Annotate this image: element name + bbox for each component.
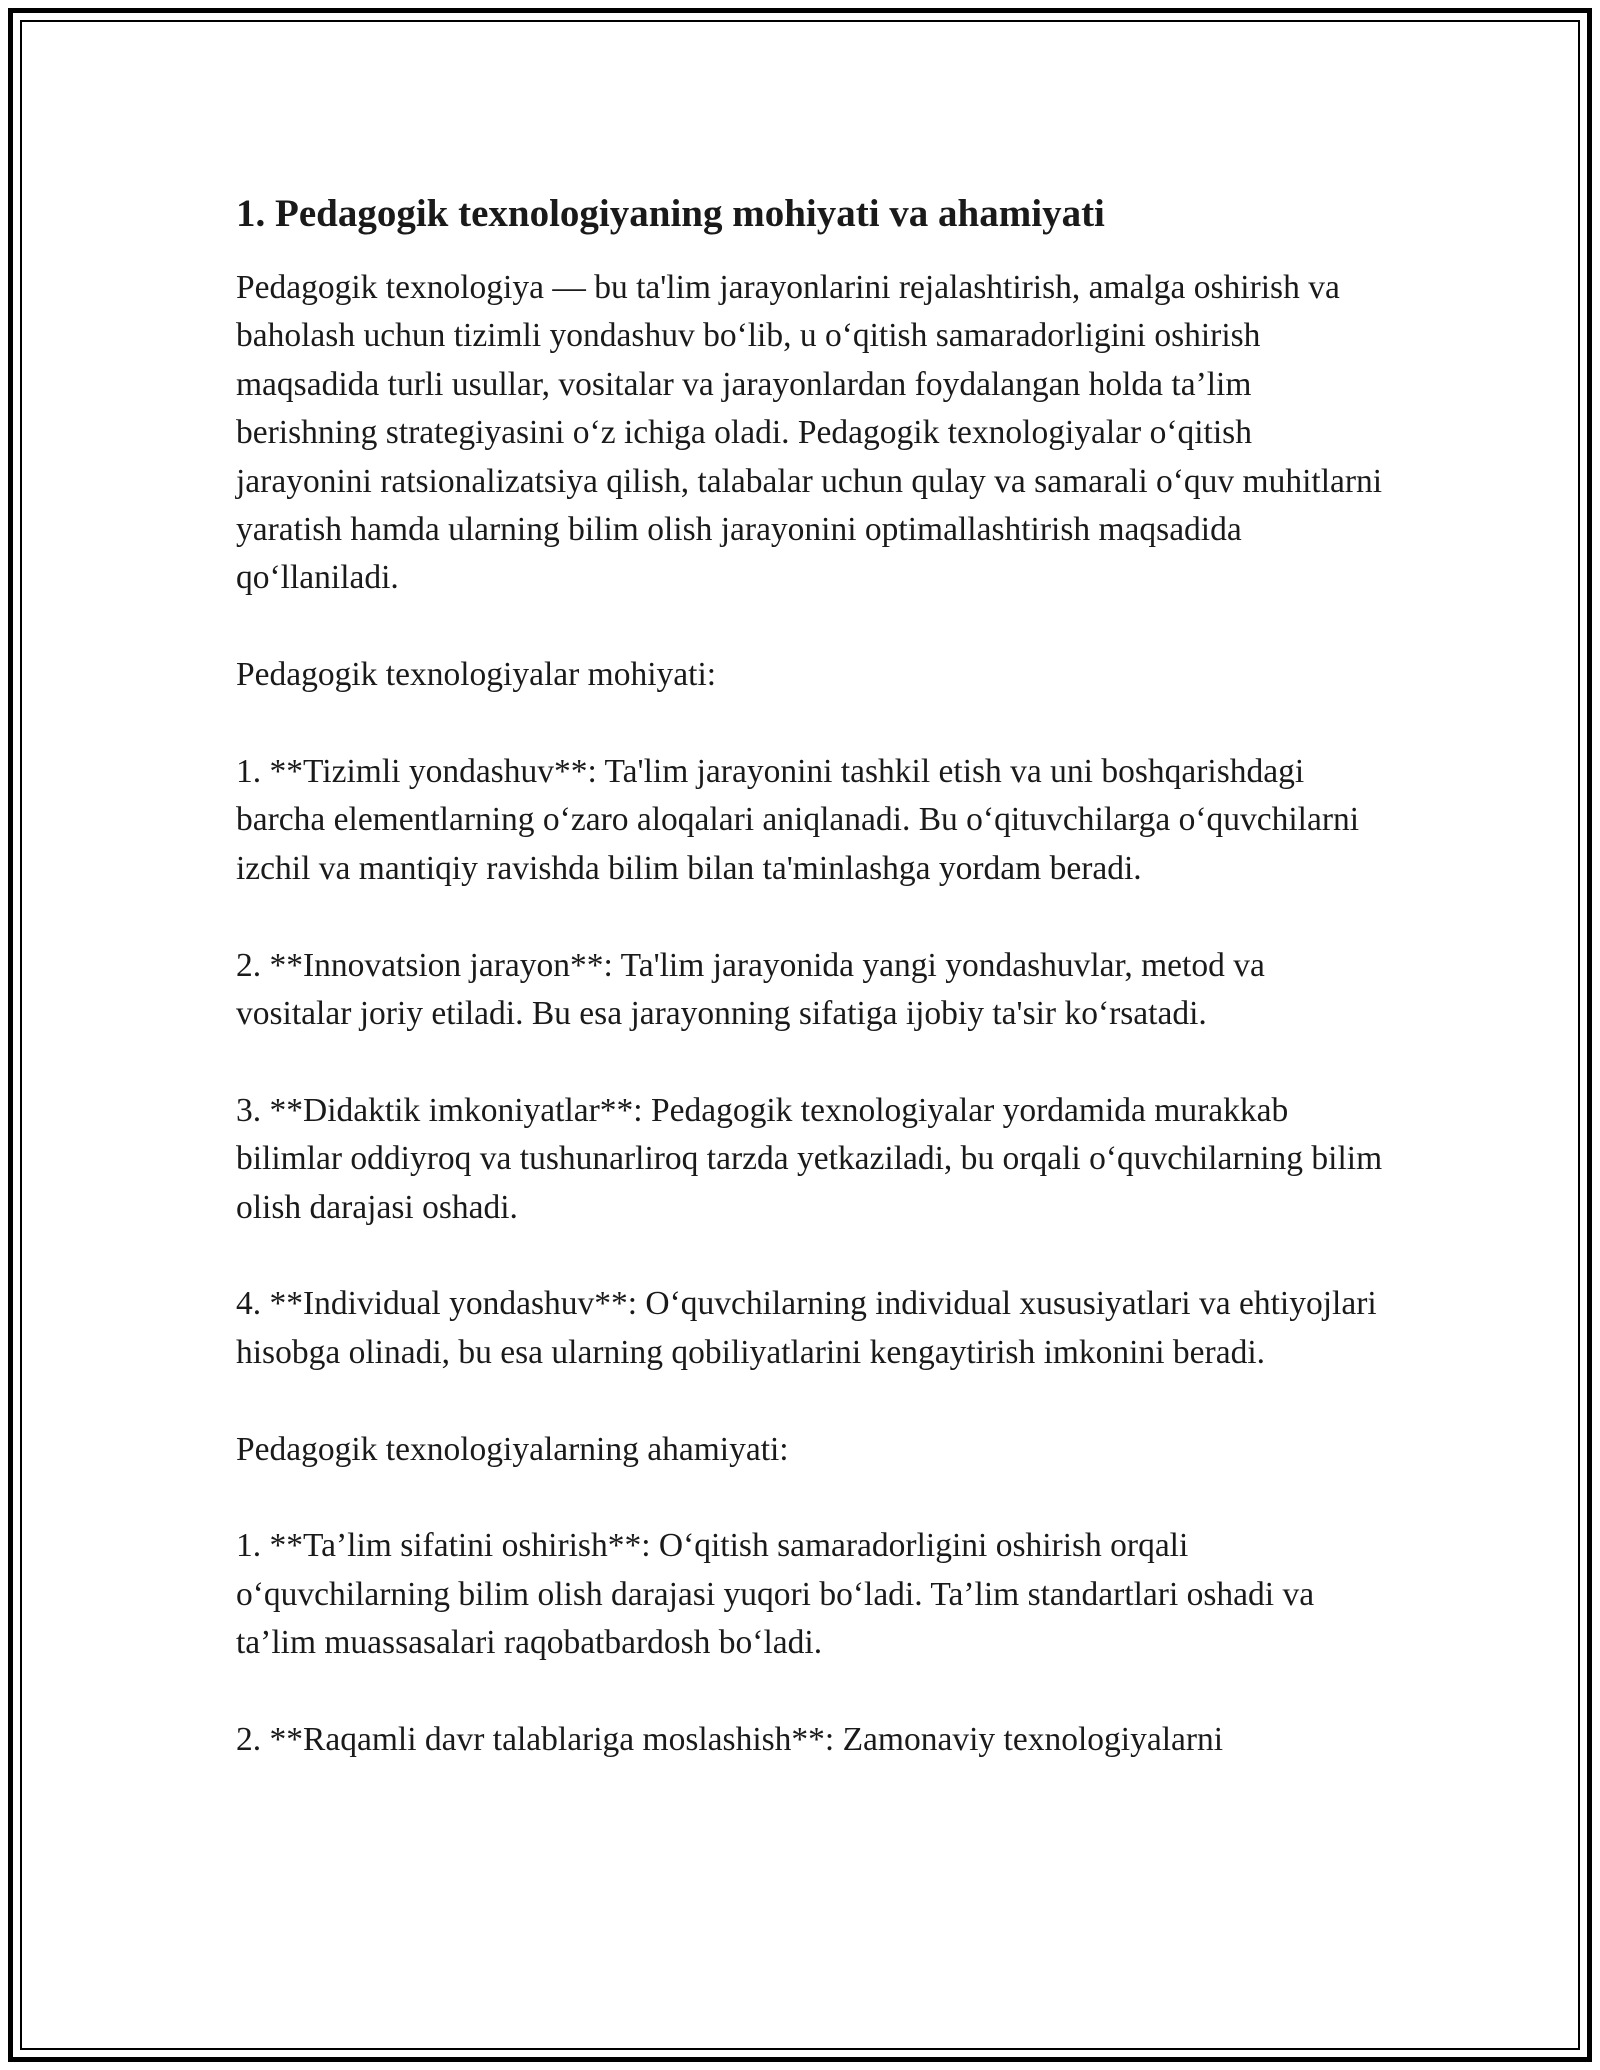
paragraph-gap	[236, 603, 1386, 651]
paragraph-gap	[236, 1668, 1386, 1716]
paragraph-gap	[236, 1474, 1386, 1522]
paragraph-gap	[236, 700, 1386, 748]
document-body	[236, 186, 1386, 1764]
paragraph-gap	[236, 1377, 1386, 1425]
paragraph-gap	[236, 1038, 1386, 1086]
paragraph-gap	[236, 1232, 1386, 1280]
essence-item-2: 2. **Innovatsion jarayon**: Ta'lim jarayonida yangi yondashuvlar, metod va vositalar joriy etiladi. Bu esa jarayonning sifatiga ijobiy ta'sir ko‘rsatadi.	[236, 946, 1265, 1033]
importance-item-2: 2. **Raqamli davr talablariga moslashish**: Zamonaviy texnologiyalarni	[236, 1721, 1224, 1759]
essence-item-1: 1. **Tizimli yondashuv**: Ta'lim jarayonini tashkil etish va uni boshqarishdagi barcha elementlarning o‘zaro aloqalari aniqlanadi. Bu o‘qituvchilarga o‘quvchilarni izchil va mantiqiy ravishda bilim bilan ta'minlashga yordam beradi.	[236, 753, 1360, 887]
essence-item-4: 4. **Individual yondashuv**: O‘quvchilarning individual xususiyatlari va ehtiyojlari hisobga olinadi, bu esa ularning qobiliyatlarini kengaytirish imkonini beradi.	[236, 1285, 1377, 1371]
importance-heading: Pedagogik texnologiyalarning ahamiyati:	[236, 1430, 789, 1468]
intro-paragraph: Pedagogik texnologiya — bu ta'lim jarayonlarini rejalashtirish, amalga oshirish va baholash uchun tizimli yondashuv bo‘lib, u o‘qitish samaradorligini oshirish maqsadida turli usullar, vositalar va jarayonlardan foydalangan holda ta’lim berishning strategiyasini o‘z ichiga oladi. Pedagogik texnologiyalar o‘qitish jarayonini ratsionalizatsiya qilish, talabalar uchun qulay va samarali o‘quv muhitlarni yaratish hamda ularning bilim olish jarayonini optimallashtirish maqsadida qo‘llaniladi.	[236, 269, 1383, 597]
document-title: 1. Pedagogik texnologiyaning mohiyati va ahamiyati	[236, 192, 1105, 235]
essence-heading: Pedagogik texnologiyalar mohiyati:	[236, 656, 717, 694]
essence-item-3: 3. **Didaktik imkoniyatlar**: Pedagogik texnologiyalar yordamida murakkab bilimlar oddiyroq va tushunarliroq tarzda yetkaziladi, bu orqali o‘quvchilarning bilim olish darajasi oshadi.	[236, 1091, 1383, 1226]
paragraph-gap	[236, 893, 1386, 941]
importance-item-1: 1. **Ta’lim sifatini oshirish**: O‘qitish samaradorligini oshirish orqali o‘quvchilarning bilim olish darajasi yuqori bo‘ladi. Ta’lim standartlari oshadi va ta’lim muassasalari raqobatbardosh bo‘ladi.	[236, 1527, 1315, 1662]
